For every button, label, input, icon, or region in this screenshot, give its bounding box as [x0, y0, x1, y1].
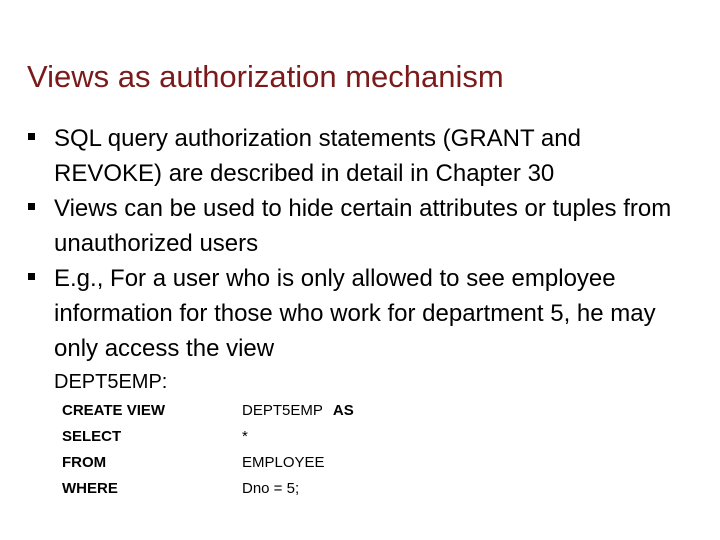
square-bullet-icon: [28, 133, 35, 140]
sql-select-value: *: [242, 428, 248, 445]
sql-code-block: [62, 398, 402, 508]
bullet-item-example: [28, 261, 688, 366]
bullet-item-grant-revoke: [28, 121, 688, 191]
sql-from-keyword: FROM: [62, 454, 107, 471]
view-name-label: DEPT5EMP:: [54, 371, 168, 393]
square-bullet-icon: [28, 273, 35, 280]
bullet-text: E.g., For a user who is only allowed to see employee information for those who work for department 5, he may only access the view: [54, 265, 656, 362]
sql-view-name: DEPT5EMP: [242, 402, 323, 419]
bullet-text: Views can be used to hide certain attributes or tuples from unauthorized users: [54, 195, 672, 257]
sql-where-value: Dno = 5;: [242, 480, 300, 497]
sql-create-view-keyword: CREATE VIEW: [62, 402, 166, 419]
bullet-list: [28, 121, 688, 366]
sql-where-keyword: WHERE: [62, 480, 118, 497]
square-bullet-icon: [28, 203, 35, 210]
sql-view-name-line: [242, 398, 354, 424]
bullet-text: SQL query authorization statements (GRANT and REVOKE) are described in detail in Chapter 30: [54, 125, 581, 187]
slide-title: Views as authorization mechanism: [27, 59, 504, 94]
sql-as-keyword: AS: [332, 402, 354, 419]
sql-from-value: EMPLOYEE: [242, 454, 325, 471]
sql-select-keyword: SELECT: [62, 428, 122, 445]
bullet-item-hide-attributes: [28, 191, 688, 261]
